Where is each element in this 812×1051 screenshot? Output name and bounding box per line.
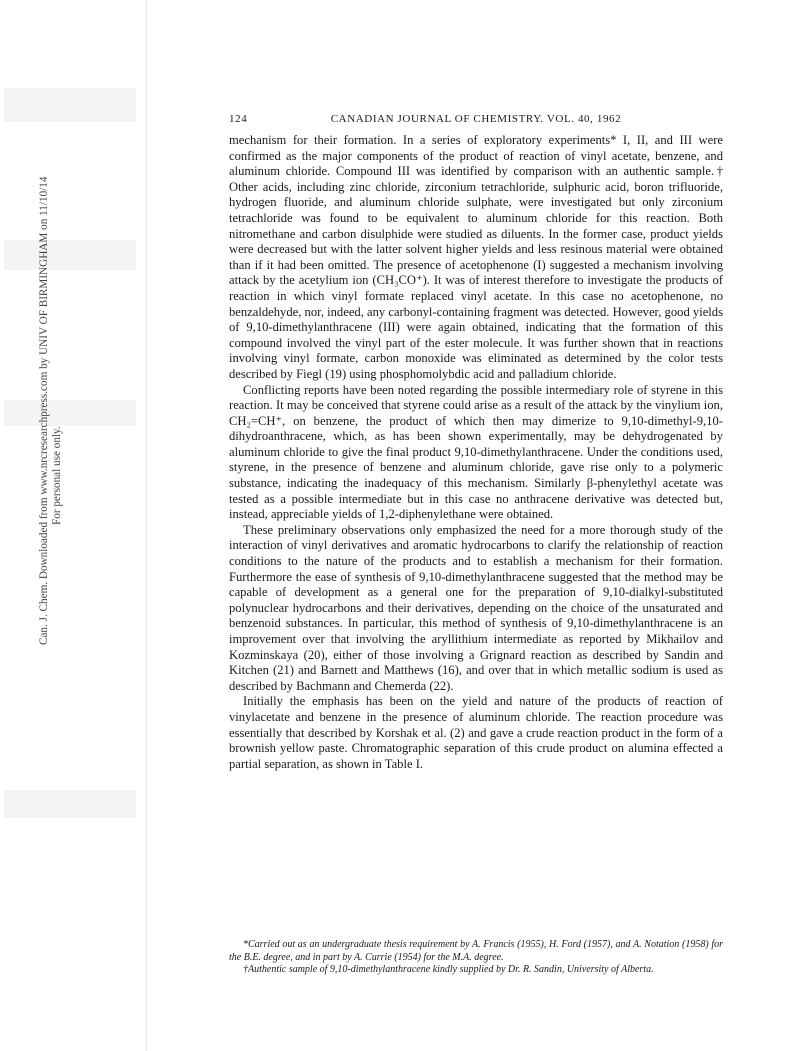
watermark-line: For personal use only. bbox=[51, 426, 63, 525]
paragraph: Initially the emphasis has been on the yield and nature of the products of reaction of vinylacetate and benzene in the presence of aluminum chloride. The reaction procedure was essentially that described by Korshak et al. (2) and gave a crude reaction product in the form of a brownish yellow paste. Chromatographic separation of this crude product on alumina effected a partial separation, as shown in Table I. bbox=[229, 694, 723, 771]
paragraph: mechanism for their formation. In a series of exploratory experiments* I, II, and III were confirmed as the major components of the product of reaction of vinyl acetate, benzene, and aluminum chloride. Compound III was identified by comparison with an authentic sample.† Other acids, including zinc chloride, zirconium tetrachloride, sulphuric acid, boron trifluoride, hydrogen fluoride, and aluminum chloride sulphate, were investigated but only zirconium tetrachloride was found to be equivalent to aluminum chloride for this reaction. Both nitromethane and carbon disulphide were studied as diluents. In the former case, product yields were decreased but with the latter solvent higher yields and less resinous material were obtained than if it had been omitted. The presence of acetophenone (I) suggested a mechanism involving attack by the acetylium ion (CH₃CO⁺). It was of interest therefore to investigate the products of reaction in which vinyl formate replaced vinyl acetate. In this case no acetophenone, no benzaldehyde, nor, indeed, any carbonyl-containing fragment was detected. However, good yields of 9,10-dimethylanthracene (III) were again obtained, indicating that the formation of this compound involved the vinyl part of the ester molecule. It was further shown that in reactions involving vinyl formate, carbon monoxide was eliminated as determined by the color tests described by Fiegl (19) using phosphomolybdic acid and palladium chloride. bbox=[229, 133, 723, 381]
scan-speckle bbox=[4, 88, 136, 122]
watermark-line: Can. J. Chem. Downloaded from www.nrcresearchpress.com by UNIV OF BIRMINGHAM on 11/10/14 bbox=[38, 176, 50, 645]
download-watermark bbox=[8, 176, 63, 646]
paragraph: These preliminary observations only emphasized the need for a more thorough study of the interaction of vinyl derivatives and aromatic hydrocarbons to clarify the relationship of reaction conditions to the nature of the products and to establish a mechanism for their formation. Furthermore the ease of synthesis of 9,10-dimethylanthracene suggested that the method may be capable of development as a general one for the preparation of 9,10-dialkyl-substituted polynuclear hydrocarbons and their derivatives, depending on the choice of the unsaturated and benzenoid substances. In particular, this method of synthesis of 9,10-dimethylanthracene is an improvement over that involving the aryllithium intermediate as reported by Mikhailov and Kozminskaya (20), either of those involving a Grignard reaction as described by Sandin and Kitchen (21) and Barnett and Matthews (16), and over that in which metallic sodium is used as described by Bachmann and Chemerda (22). bbox=[229, 522, 723, 693]
footnotes bbox=[229, 939, 723, 977]
running-header bbox=[229, 113, 723, 129]
footnote: †Authentic sample of 9,10-dimethylanthracene kindly supplied by Dr. R. Sandin, University of Alberta. bbox=[243, 964, 654, 975]
margin-rule bbox=[146, 0, 147, 1051]
page-number: 124 bbox=[229, 113, 248, 125]
paragraph: Conflicting reports have been noted regarding the possible intermediary role of styrene in this reaction. It may be conceived that styrene could arise as a result of the attack by the vinylium ion, CH₂=CH⁺, on benzene, the product of which then may dimerize to 9,10-dimethyl-9,10-dihydroanthracene, which, as has been shown experimentally, may be dehydrogenated by aluminum chloride to give the final product 9,10-dimethylanthracene. Under the conditions used, styrene, in the presence of benzene and aluminum chloride, gave rise only to a polymeric substance, indicating the inadequacy of this mechanism. Similarly β-phenylethyl acetate was tested as a possible intermediate but in this case no anthracene derivative was detected but, instead, appreciable yields of 1,2-diphenylethane were obtained. bbox=[229, 382, 723, 522]
journal-title: CANADIAN JOURNAL OF CHEMISTRY. VOL. 40, 1962 bbox=[330, 113, 622, 125]
scan-speckle bbox=[4, 790, 136, 818]
footnote: *Carried out as an undergraduate thesis requirement by A. Francis (1955), H. Ford (1957), and A. Notation (1958) for the B.E. degree, and in part by A. Currie (1954) for the M.A. degree. bbox=[229, 939, 723, 963]
body-text bbox=[229, 133, 723, 772]
